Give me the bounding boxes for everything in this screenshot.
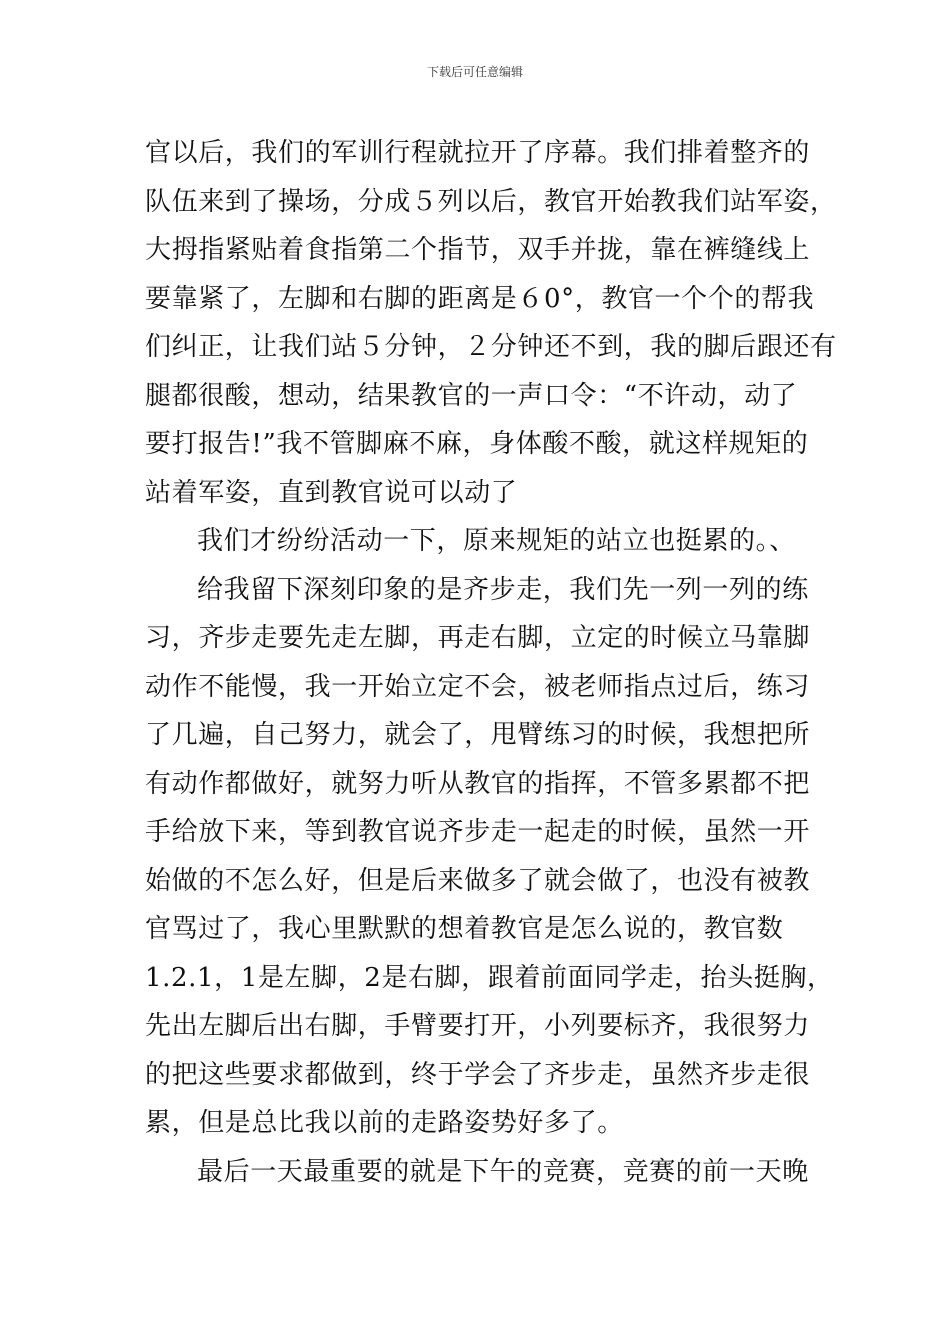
text-line: 先出左脚后出右脚，手臂要打开，小列要标齐，我很努力 (145, 1011, 811, 1041)
paragraph-military-stance (145, 129, 837, 517)
text-line: 动作不能慢，我一开始立定不会，被老师指点过后，练习 (145, 671, 811, 702)
text-line: 习，齐步走要先走左脚，再走右脚，立定的时候立马靠脚 (145, 623, 811, 653)
text-line: 最后一天最重要的就是下午的竞赛，竞赛的前一天晚 (197, 1156, 809, 1187)
text-line: 1.2.1，1是左脚，2是右脚，跟着前面同学走，抬头挺胸， (145, 962, 834, 993)
text-line: 要靠紧了，左脚和右脚的距离是６0°，教官一个个的帮我 (145, 283, 815, 314)
text-line: 累，但是总比我以前的走路姿势好多了。 (145, 1108, 624, 1138)
text-line: 的把这些要求都做到，终于学会了齐步走，虽然齐步走很 (145, 1059, 811, 1090)
text-line: 官骂过了，我心里默默的想着教官是怎么说的，教官数 (145, 914, 784, 944)
text-line: 手给放下来，等到教官说齐步走一起走的时候，虽然一开 (145, 817, 811, 847)
text-line: 给我留下深刻印象的是齐步走，我们先一列一列的练 (197, 574, 809, 605)
text-line: 队伍来到了操场，分成５列以后，教官开始教我们站军姿， (145, 186, 837, 217)
text-line: 大拇指紧贴着食指第二个指节，双手并拢，靠在裤缝线上 (145, 235, 811, 265)
paragraph-rest (145, 517, 815, 566)
text-line: 腿都很酸，想动，结果教官的一声口令：“不许动，动了 (145, 380, 798, 411)
text-line: 站着军姿，直到教官说可以动了 (145, 477, 518, 508)
text-line: 官以后，我们的军训行程就拉开了序幕。我们排着整齐的 (145, 138, 811, 168)
paragraph-competition (145, 1148, 815, 1197)
paragraph-marching (145, 566, 834, 1148)
text-line: 始做的不怎么好，但是后来做多了就会做了，也没有被教 (145, 865, 811, 896)
document-body (145, 129, 837, 1196)
text-line: 我们才纷纷活动一下，原来规矩的站立也挺累的。、 (197, 526, 796, 556)
page-header: 下载后可任意编辑 (426, 65, 523, 79)
text-line: 有动作都做好，就努力听从教官的指挥，不管多累都不把 (145, 768, 811, 799)
text-line: 要打报告!”我不管脚麻不麻，身体酸不酸，就这样规矩的 (145, 429, 809, 459)
text-line: 们纠正，让我们站５分钟，２分钟还不到，我的脚后跟还有 (145, 332, 837, 362)
text-line: 了几遍，自己努力，就会了，甩臂练习的时候，我想把所 (145, 720, 811, 750)
